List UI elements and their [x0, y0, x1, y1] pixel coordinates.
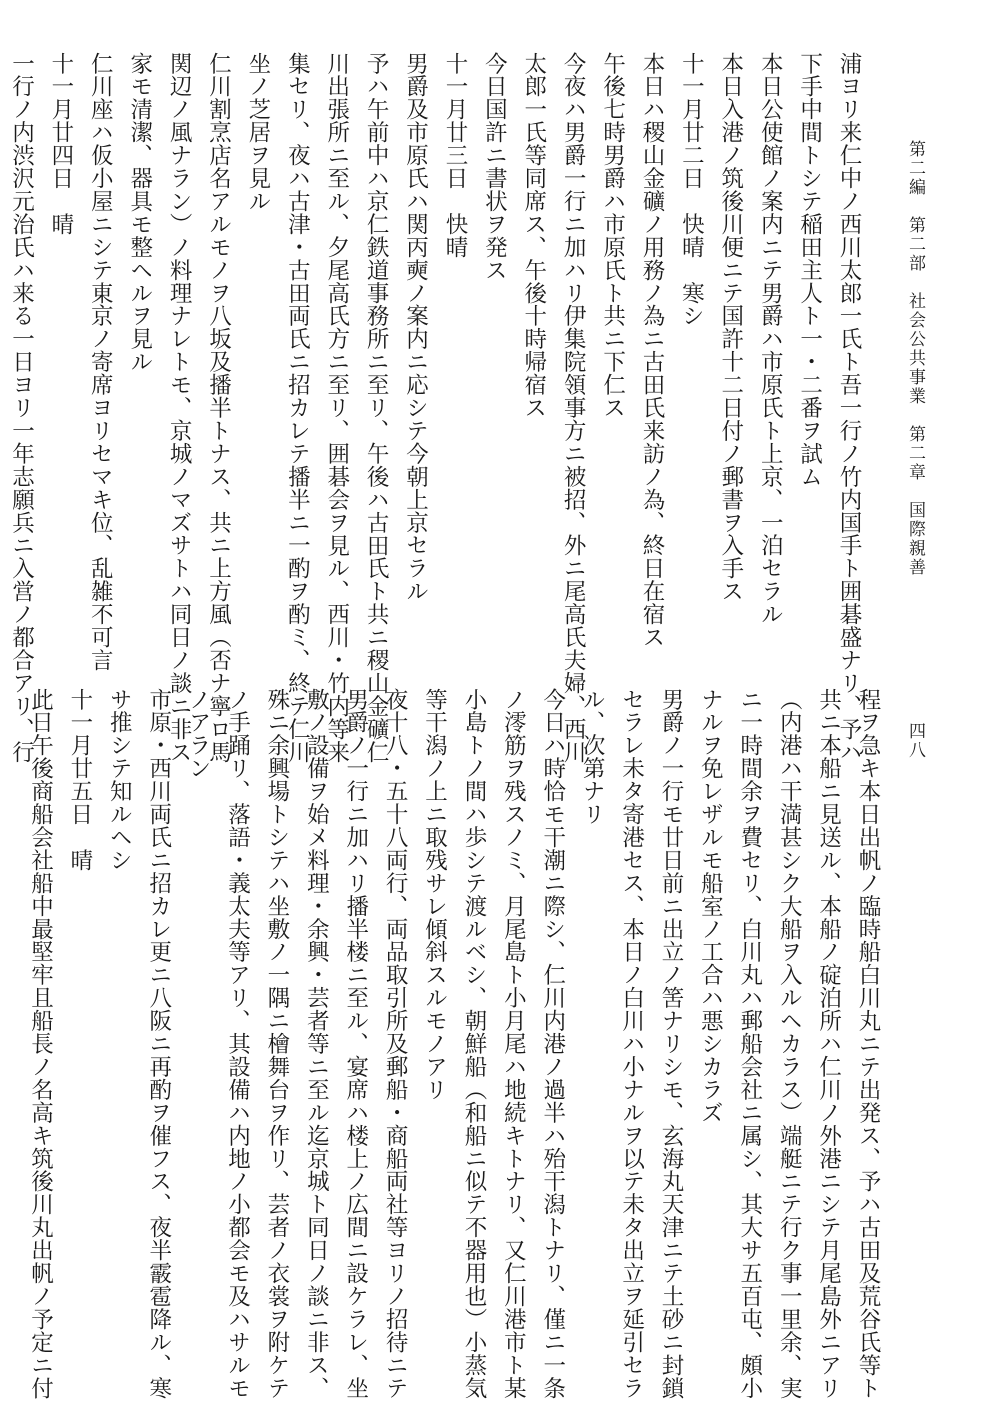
date-heading: 十一月廿二日 快晴 寒シ	[678, 52, 705, 328]
text-column: 敷ノ設備ヲ始メ料理・余興・芸者等ニ至ル迄京城ト同日ノ談ニ非ス、	[303, 688, 330, 1400]
date-heading: 十一月廿三日 快晴	[441, 52, 468, 259]
text-column: 本日ハ稷山金礦ノ用務ノ為ニ古田氏来訪ノ為、終日在宿ス	[638, 52, 665, 649]
text-column: セラレ未タ寄港セス、本日ノ白川ハ小ナルヲ以テ未タ出立ヲ延引セラ	[618, 688, 645, 1400]
page-number: 四八	[905, 722, 925, 760]
text-column: 男爵及市原氏ハ関丙奭ノ案内ニ応シテ今朝上京セラル	[402, 52, 429, 603]
text-column: ニ一時間余ヲ費セリ、白川丸ハ郵船会社ニ属シ、其大サ五百屯、頗小	[736, 688, 763, 1400]
text-column: ナルヲ免レザルモ船室ノ工合ハ悪シカラズ	[697, 688, 724, 1125]
text-column: 今日国許ニ書状ヲ発ス	[481, 52, 508, 282]
text-column: 本日入港ノ筑後川便ニテ国許十二日付ノ郵書ヲ入手ス	[717, 52, 744, 603]
text-column: 本日公使館ノ案内ニテ男爵ハ市原氏ト上京、一泊セラル	[757, 52, 784, 626]
text-column: 川出張所ニ至ル、夕尾高氏方ニ至リ、囲碁会ヲ見ル、西川・竹内等来	[323, 52, 350, 764]
text-column: 共ニ本船ニ見送ル、本船ノ碇泊所ハ仁川ノ外港ニシテ月尾島外ニアリ	[815, 688, 842, 1400]
text-column: 関辺ノ風ナラン）ノ料理ナレトモ、京城ノマズサトハ同日ノ談ニ非ス	[166, 52, 193, 764]
text-column: （内港ハ干満甚シク大船ヲ入ルヘカラス）端艇ニテ行ク事一里余、実	[776, 688, 803, 1400]
text-column: ノアラン	[185, 688, 212, 780]
text-column: 此日午後商船会社船中最堅牢且船長ノ名高キ筑後川丸出帆ノ予定ニ付	[27, 688, 54, 1400]
text-column: 午後七時男爵ハ市原氏ト共ニ下仁ス	[599, 52, 626, 420]
text-column: 浦ヨリ来仁中ノ西川太郎一氏ト吾一行ノ竹内国手ト囲碁盛ナリ、予ハ	[836, 52, 862, 764]
text-column: 男爵ノ一行ニ加ハリ播半楼ニ至ル、宴席ハ楼上ノ広間ニ設ケラレ、坐	[342, 688, 369, 1400]
date-heading: 十一月廿四日 晴	[47, 52, 74, 236]
text-column: 家モ清潔、器具モ整ヘルヲ見ル	[126, 52, 153, 374]
running-header: 第二編 第二部 社会公共事業 第二章 国際親善	[905, 140, 925, 577]
text-column: サ推シテ知ルヘシ	[106, 688, 133, 872]
text-column: 集セリ、夜ハ古津・古田両氏ニ招カレテ播半ニ一酌ヲ酌ミ、終テ仁川	[284, 52, 311, 764]
text-column: 今日ハ時恰モ干潮ニ際シ、仁川内港ノ過半ハ殆干潟トナリ、僅ニ一条	[539, 688, 566, 1400]
text-column: ノ澪筋ヲ残スノミ、月尾島ト小月尾ハ地続キトナリ、又仁川港市ト某	[500, 688, 527, 1400]
date-heading: 十一月廿五日 晴	[66, 688, 93, 872]
text-column: 一行ノ内渋沢元治氏ハ来る一日ヨリ一年志願兵ニ入営ノ都合アリ、行	[8, 52, 35, 764]
text-column: 太郎一氏等同席ス、午後十時帰宿ス	[520, 52, 547, 420]
text-column: 程ヲ急キ本日出帆ノ臨時船白川丸ニテ出発ス、予ハ古田及荒谷氏等ト	[855, 688, 881, 1400]
text-column: 男爵ノ一行モ廿日前ニ出立ノ筈ナリシモ、玄海丸天津ニテ土砂ニ封鎖	[657, 688, 684, 1400]
text-column: 等干潟ノ上ニ取残サレ傾斜スルモノアリ	[421, 688, 448, 1102]
text-column: 夜十八・五十八両行、両品取引所及郵船・商船両社等ヨリノ招待ニテ	[382, 688, 409, 1400]
text-column: 坐ノ芝居ヲ見ル	[244, 52, 271, 213]
text-column: 仁川座ハ仮小屋ニシテ東京ノ寄席ヨリセマキ位、乱雑不可言	[87, 52, 114, 672]
text-column: 今夜ハ男爵一行ニ加ハリ伊集院領事方ニ被招、外ニ尾高氏夫婦、西川	[560, 52, 587, 764]
lower-text-block	[27, 688, 887, 1400]
text-column: 小島トノ間ハ歩シテ渡ルベシ、朝鮮船（和船ニ似テ不器用也）小蒸気	[460, 688, 487, 1400]
text-column: ル、次第ナリ	[579, 688, 606, 826]
text-column: 市原・西川両氏ニ招カレ更ニ八阪ニ再酌ヲ催フス、夜半霰雹降ル、寒	[145, 688, 172, 1400]
text-column: 殊ニ余興場トシテハ坐敷ノ一隅ニ檜舞台ヲ作リ、芸者ノ衣裳ヲ附ケテ	[263, 688, 290, 1400]
text-column: ノ手踊リ、落語・義太夫等アリ、其設備ハ内地ノ小都会モ及ハサルモ	[224, 688, 251, 1400]
text-column: 予ハ午前中ハ京仁鉄道事務所ニ至リ、午後ハ古田氏ト共ニ稷山金礦仁	[363, 52, 390, 764]
text-column: 下手中間トシテ稲田主人ト一・二番ヲ試ム	[796, 52, 823, 489]
text-column: 仁川割烹店名アルモノヲ八坂及播半トナス、共ニ上方風（否ナ寧ロ馬	[205, 52, 232, 764]
